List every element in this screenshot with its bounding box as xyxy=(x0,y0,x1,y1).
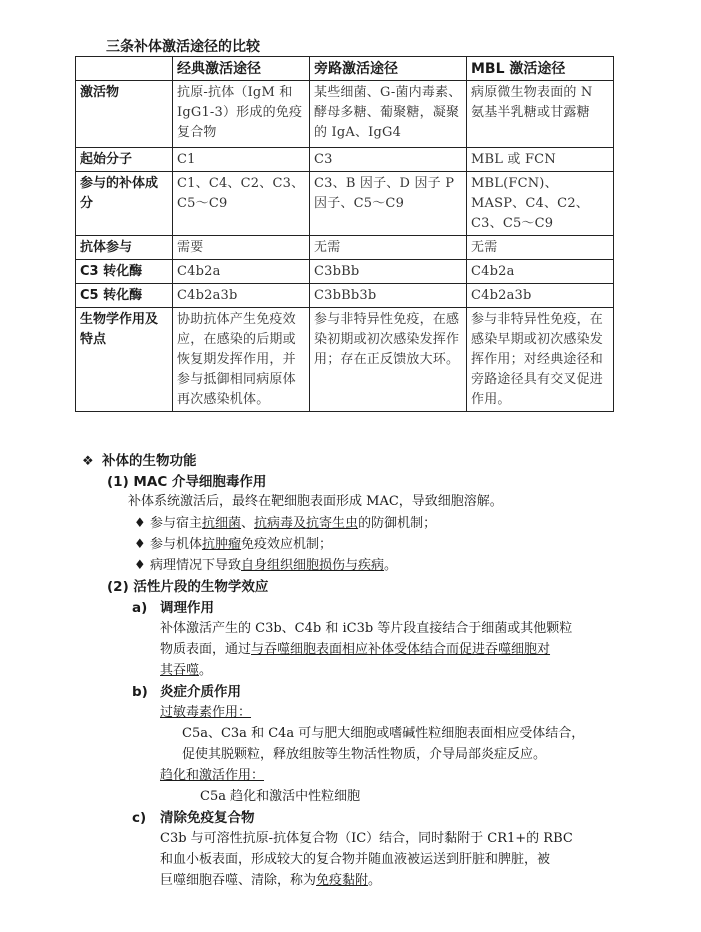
table-cell: C4b2a xyxy=(467,260,614,284)
underlined-text: 免疫黏附 xyxy=(316,873,369,888)
item-b-heading xyxy=(132,682,241,702)
row-label: 抗体参与 xyxy=(76,236,173,260)
table-cell: 需要 xyxy=(173,236,310,260)
list-item xyxy=(134,514,436,534)
section-heading xyxy=(82,451,197,472)
text: 。 xyxy=(199,663,213,678)
table-cell: C4b2a3b xyxy=(467,284,614,308)
text: 参与宿主 xyxy=(150,516,203,531)
item-a-heading xyxy=(132,598,214,618)
text: 巨噬细胞吞噬、清除，称为 xyxy=(160,873,317,888)
table-row xyxy=(76,308,614,412)
underlined-text: 其吞噬 xyxy=(160,663,200,678)
table-row xyxy=(76,260,614,284)
text: 物质表面，通过 xyxy=(160,642,252,657)
paragraph-line xyxy=(160,871,381,891)
text: 参与机体 xyxy=(150,537,203,552)
table-header-cell: MBL 激活途径 xyxy=(467,57,614,81)
paragraph-line: C5a 趋化和激活中性粒细胞 xyxy=(200,789,361,804)
underlined-text: 抗肿瘤 xyxy=(202,537,242,552)
paragraph-line: C3b 与可溶性抗原-抗体复合物（IC）结合，同时黏附于 CR1+的 RBC xyxy=(160,831,573,846)
table-cell: MBL 或 FCN xyxy=(467,148,614,172)
paragraph-line xyxy=(160,661,212,681)
table-cell: 参与非特异性免疫，在感染早期或初次感染发挥作用；对经典途径和旁路途径具有交叉促进作用。 xyxy=(467,308,614,412)
table-header-cell: 经典激活途径 xyxy=(173,57,310,81)
text: 病理情况下导致 xyxy=(150,558,242,573)
page-title: 三条补体激活途径的比较 xyxy=(106,39,260,55)
paragraph-line xyxy=(160,640,550,660)
table-cell: 无需 xyxy=(310,236,467,260)
table-cell: 抗原-抗体（IgM 和 IgG1-3）形成的免疫复合物 xyxy=(173,81,310,148)
item-title: 清除免疫复合物 xyxy=(160,810,255,826)
row-label: 激活物 xyxy=(76,81,173,148)
subsection-2-heading: (2) 活性片段的生物学效应 xyxy=(107,579,269,595)
row-label: 生物学作用及特点 xyxy=(76,308,173,412)
table-row xyxy=(76,81,614,148)
text: 的防御机制； xyxy=(358,516,437,531)
table-cell: 某些细菌、G-菌内毒素、酵母多糖、葡聚糖，凝聚的 IgA、IgG4 xyxy=(310,81,467,148)
underlined-text: 与吞噬细胞表面相应补体受体结合而促进吞噬细胞对 xyxy=(251,642,551,657)
table-cell: MBL(FCN)、MASP、C4、C2、C3、C5～C9 xyxy=(467,172,614,236)
table-cell: C3、B 因子、D 因子 P 因子、C5～C9 xyxy=(310,172,467,236)
row-label: 起始分子 xyxy=(76,148,173,172)
table-cell: C1、C4、C2、C3、C5～C9 xyxy=(173,172,310,236)
sub-heading: 过敏毒素作用： xyxy=(160,705,252,720)
sub-heading: 趋化和激活作用： xyxy=(160,768,265,783)
table-row xyxy=(76,236,614,260)
table-cell: 病原微生物表面的 N 氨基半乳糖或甘露糖 xyxy=(467,81,614,148)
table-row xyxy=(76,148,614,172)
table-cell: C4b2a xyxy=(173,260,310,284)
list-item xyxy=(134,556,397,576)
row-label: C3 转化酶 xyxy=(76,260,173,284)
table-header-row xyxy=(76,57,614,81)
table-row xyxy=(76,172,614,236)
table-header-cell xyxy=(76,57,173,81)
table-row xyxy=(76,284,614,308)
table-cell: 参与非特异性免疫，在感染初期或初次感染发挥作用；存在正反馈放大环。 xyxy=(310,308,467,412)
underlined-text: 自身组织细胞损伤与疾病 xyxy=(241,558,385,573)
item-label: c) xyxy=(132,810,147,826)
list-item xyxy=(134,535,332,555)
table-cell: C3bBb xyxy=(310,260,467,284)
text: 、 xyxy=(241,516,255,531)
text: 免疫效应机制； xyxy=(241,537,333,552)
text: 。 xyxy=(384,558,398,573)
item-c-heading xyxy=(132,808,255,828)
table-cell: 协助抗体产生免疫效应，在感染的后期或恢复期发挥作用，并参与抵御相同病原体再次感染机体。 xyxy=(173,308,310,412)
table-cell: C3bBb3b xyxy=(310,284,467,308)
bullet-icon: ♦ xyxy=(134,537,146,552)
row-label: 参与的补体成分 xyxy=(76,172,173,236)
paragraph-line: 促使其脱颗粒，释放组胺等生物活性物质，介导局部炎症反应。 xyxy=(182,747,547,762)
subsection-1-text: 补体系统激活后，最终在靶细胞表面形成 MAC，导致细胞溶解。 xyxy=(128,494,503,509)
table-cell: C4b2a3b xyxy=(173,284,310,308)
underlined-text: 抗细菌 xyxy=(202,516,242,531)
item-title: 炎症介质作用 xyxy=(160,684,241,700)
paragraph-line: 和血小板表面，形成较大的复合物并随血液被运送到肝脏和脾脏，被 xyxy=(160,852,551,867)
text: 。 xyxy=(368,873,382,888)
comparison-table xyxy=(75,56,614,412)
item-label: b) xyxy=(132,684,148,700)
bullet-icon: ♦ xyxy=(134,516,146,531)
table-header-cell: 旁路激活途径 xyxy=(310,57,467,81)
row-label: C5 转化酶 xyxy=(76,284,173,308)
table-cell: C1 xyxy=(173,148,310,172)
diamond-icon: ❖ xyxy=(82,454,94,469)
underlined-text: 抗病毒及抗寄生虫 xyxy=(254,516,359,531)
bullet-icon: ♦ xyxy=(134,558,146,573)
table-cell: C3 xyxy=(310,148,467,172)
subsection-1-heading: (1) MAC 介导细胞毒作用 xyxy=(107,474,267,490)
section-title: 补体的生物功能 xyxy=(102,453,197,469)
table-cell: 无需 xyxy=(467,236,614,260)
item-label: a) xyxy=(132,600,148,616)
paragraph-line: 补体激活产生的 C3b、C4b 和 iC3b 等片段直接结合于细菌或其他颗粒 xyxy=(160,621,573,636)
paragraph-line: C5a、C3a 和 C4a 可与肥大细胞或嗜碱性粒细胞表面相应受体结合， xyxy=(182,726,585,741)
item-title: 调理作用 xyxy=(160,600,214,616)
